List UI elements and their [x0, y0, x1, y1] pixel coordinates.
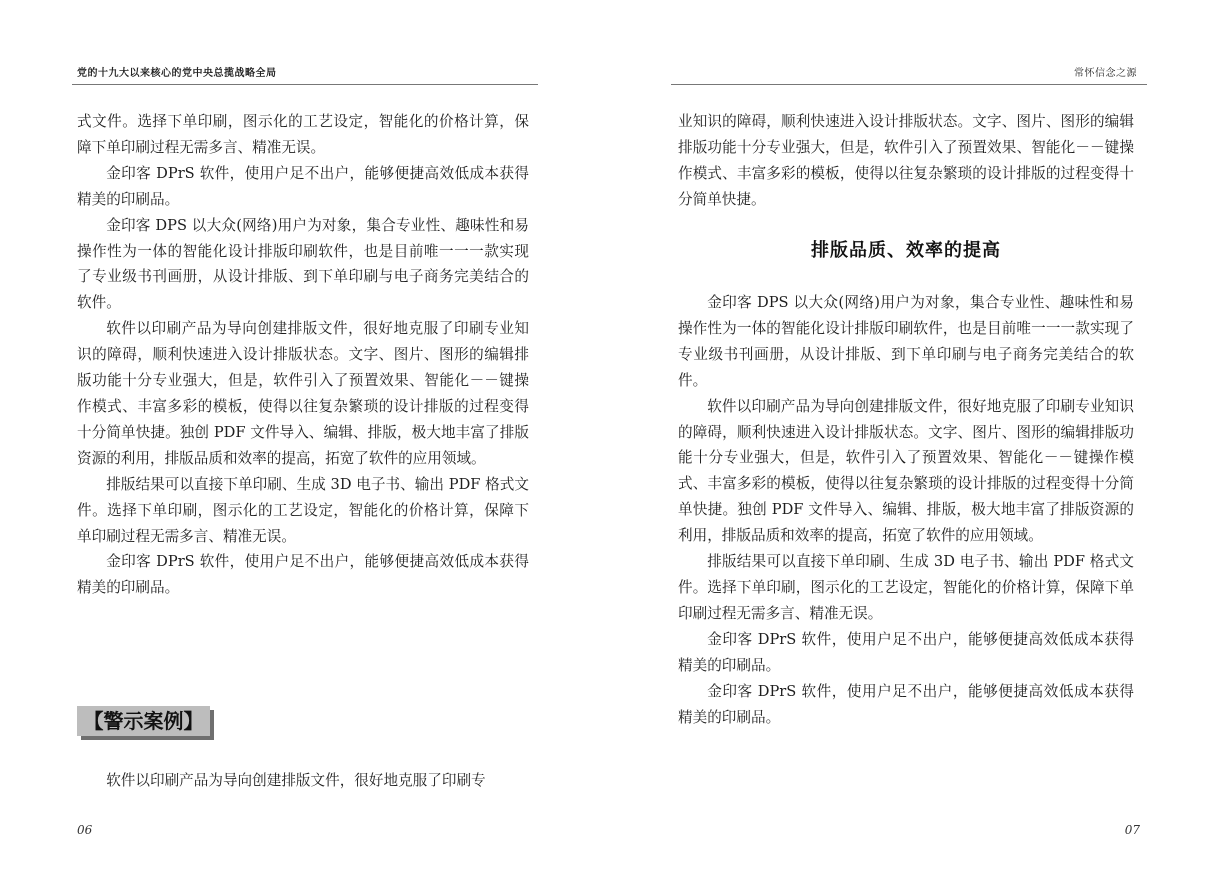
- right-body-main: [678, 290, 1134, 730]
- paragraph: 式文件。选择下单印刷，图示化的工艺设定，智能化的价格计算，保障下单印刷过程无需多言、精准无误。: [77, 113, 529, 156]
- paragraph: 金印客 DPrS 软件，使用户足不出户，能够便捷高效低成本获得精美的印刷品。: [77, 164, 529, 208]
- paragraph: 软件以印刷产品为导向创建排版文件，很好地克服了印刷专业知识的障碍，顺利快速进入设计排版状态。文字、图片、图形的编辑排版功能十分专业强大，但是，软件引入了预置效果、智能化－－键操作模式、丰富多彩的模板，使得以往复杂繁琐的设计排版的过程变得十分简单快捷。独创 PDF 文件导入、编辑、排版，极大地丰富了排版资源的利用，排版品质和效率的提高，拓宽了软件的应用领域。: [77, 320, 529, 467]
- right-page-number: 07: [1124, 823, 1140, 837]
- paragraph: 金印客 DPS 以大众(网络)用户为对象，集合专业性、趣味性和易操作性为一体的智能化设计排版印刷软件，也是目前唯一一一款实现了专业级书刊画册，从设计排版、到下单印刷与电子商务完美结合的软件。: [678, 294, 1134, 389]
- right-page: [605, 0, 1210, 869]
- right-running-head: 常怀信念之源: [1074, 68, 1137, 79]
- paragraph: 金印客 DPS 以大众(网络)用户为对象，集合专业性、趣味性和易操作性为一体的智能化设计排版印刷软件，也是目前唯一一一款实现了专业级书刊画册，从设计排版、到下单印刷与电子商务完美结合的软件。: [77, 216, 529, 312]
- paragraph: 软件以印刷产品为导向创建排版文件，很好地克服了印刷专业知识的障碍，顺利快速进入设计排版状态。文字、图片、图形的编辑排版功能十分专业强大，但是，软件引入了预置效果、智能化－－键操作模式、丰富多彩的模板，使得以往复杂繁琐的设计排版的过程变得十分简单快捷。独创 PDF 文件导入、编辑、排版，极大地丰富了排版资源的利用，排版品质和效率的提高，拓宽了软件的应用领域。: [678, 397, 1134, 545]
- paragraph: 金印客 DPrS 软件，使用户足不出户，能够便捷高效低成本获得精美的印刷品。: [678, 682, 1134, 726]
- paragraph: 业知识的障碍，顺利快速进入设计排版状态。文字、图片、图形的编辑排版功能十分专业强大，但是，软件引入了预置效果、智能化－－键操作模式、丰富多彩的模板，使得以往复杂繁琐的设计排版的过程变得十分简单快捷。: [678, 113, 1134, 208]
- paragraph: 排版结果可以直接下单印刷、生成 3D 电子书、输出 PDF 格式文件。选择下单印刷，图示化的工艺设定，智能化的价格计算，保障下单印刷过程无需多言、精准无误。: [678, 553, 1134, 622]
- paragraph: 金印客 DPrS 软件，使用户足不出户，能够便捷高效低成本获得精美的印刷品。: [77, 553, 529, 597]
- left-body-top: [77, 109, 529, 601]
- warning-case-label: 【警示案例】: [83, 709, 204, 733]
- paragraph: 排版结果可以直接下单印刷、生成 3D 电子书、输出 PDF 格式文件。选择下单印刷，图示化的工艺设定，智能化的价格计算，保障下单印刷过程无需多言、精准无误。: [77, 475, 529, 545]
- right-body-top: [678, 109, 1134, 213]
- paragraph: 软件以印刷产品为导向创建排版文件，很好地克服了印刷专: [106, 772, 486, 789]
- left-page-number: 06: [77, 823, 93, 837]
- left-running-head: 党的十九大以来核心的党中央总揽战略全局: [77, 68, 277, 79]
- right-header-rule: [671, 84, 1147, 85]
- section-heading: 排版品质、效率的提高: [811, 240, 1001, 261]
- warning-case-banner: [77, 706, 210, 736]
- left-header-rule: [72, 84, 538, 85]
- paragraph: 金印客 DPrS 软件，使用户足不出户，能够便捷高效低成本获得精美的印刷品。: [678, 630, 1134, 674]
- left-body-bottom: [77, 768, 529, 794]
